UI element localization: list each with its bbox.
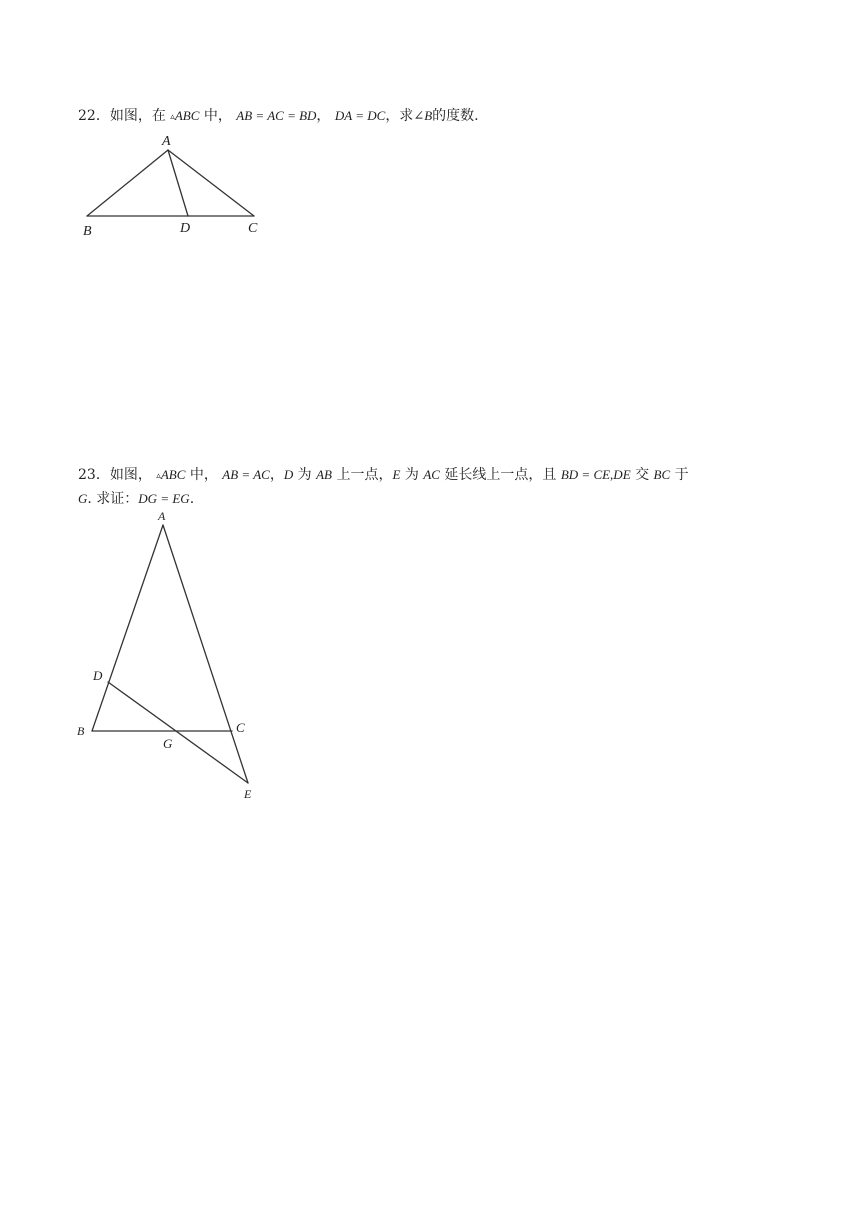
vertex-label-d: D (93, 668, 103, 683)
vertex-label-c: C (248, 221, 258, 236)
vertex-label-d: D (180, 221, 191, 236)
problem-23-text: . 求证： (87, 491, 139, 507)
problem-22-text: 中， (203, 108, 232, 124)
problem-23-text: 上一点， (336, 467, 393, 483)
problem-23-math: BD = CE,DE (560, 467, 631, 482)
problem-23-math: G (78, 491, 88, 506)
vertex-label-g: G (163, 736, 173, 751)
vertex-label-a: A (162, 134, 171, 149)
segment-ac (168, 150, 254, 216)
problem-22-math: AB = AC = BD (236, 108, 317, 123)
problem-23-math: AC (423, 467, 440, 482)
segment-ab (87, 150, 168, 216)
vertex-label-e: E (244, 787, 252, 801)
problem-22-text: ， (316, 108, 331, 124)
problem-23-text: 为 (297, 467, 312, 483)
problem-23-text: 延长线上一点，且 (444, 467, 557, 483)
segment-de (108, 682, 248, 783)
problem-23-text: ， (269, 467, 284, 483)
problem-22-math: ABC (174, 108, 200, 123)
vertex-label-a: A (158, 509, 166, 523)
problem-22-text: ，求 (385, 108, 414, 124)
problem-22-number: 22． (78, 108, 110, 124)
problem-23-math: ABC (160, 467, 186, 482)
problem-23-figure (0, 500, 860, 820)
problem-23-text: 中， (189, 467, 218, 483)
problem-23-math: AB = AC (222, 467, 270, 482)
problem-23-math: AB (316, 467, 332, 482)
problem-23-text: 交 (635, 467, 650, 483)
problem-22-figure (0, 0, 860, 260)
problem-22-text: 的度数. (432, 108, 479, 124)
problem-22-math: DA = DC (334, 108, 386, 123)
problem-22-text: 如图，在 (109, 108, 166, 124)
problem-22-math: ∠B (413, 108, 433, 123)
segment-ab (92, 525, 163, 731)
problem-23-text: 如图， (109, 467, 152, 483)
triangle-symbol-icon: ▵ (156, 470, 161, 480)
segment-ad (168, 150, 188, 216)
triangle-symbol-icon: ▵ (170, 111, 175, 121)
problem-23-text: 于 (674, 467, 689, 483)
problem-23-math: D (283, 467, 294, 482)
vertex-label-b: B (83, 224, 92, 239)
problem-23-text: 为 (404, 467, 419, 483)
problem-23-text: . (189, 491, 195, 507)
problem-23-number: 23． (78, 467, 110, 483)
vertex-label-c: C (236, 720, 245, 735)
segment-ae (163, 525, 248, 783)
problem-23-statement-line-1 (78, 464, 689, 486)
problem-23-math: E (392, 467, 401, 482)
vertex-label-b: B (77, 724, 85, 738)
problem-23-math: BC (653, 467, 671, 482)
problem-23-math: DG = EG (138, 491, 190, 506)
